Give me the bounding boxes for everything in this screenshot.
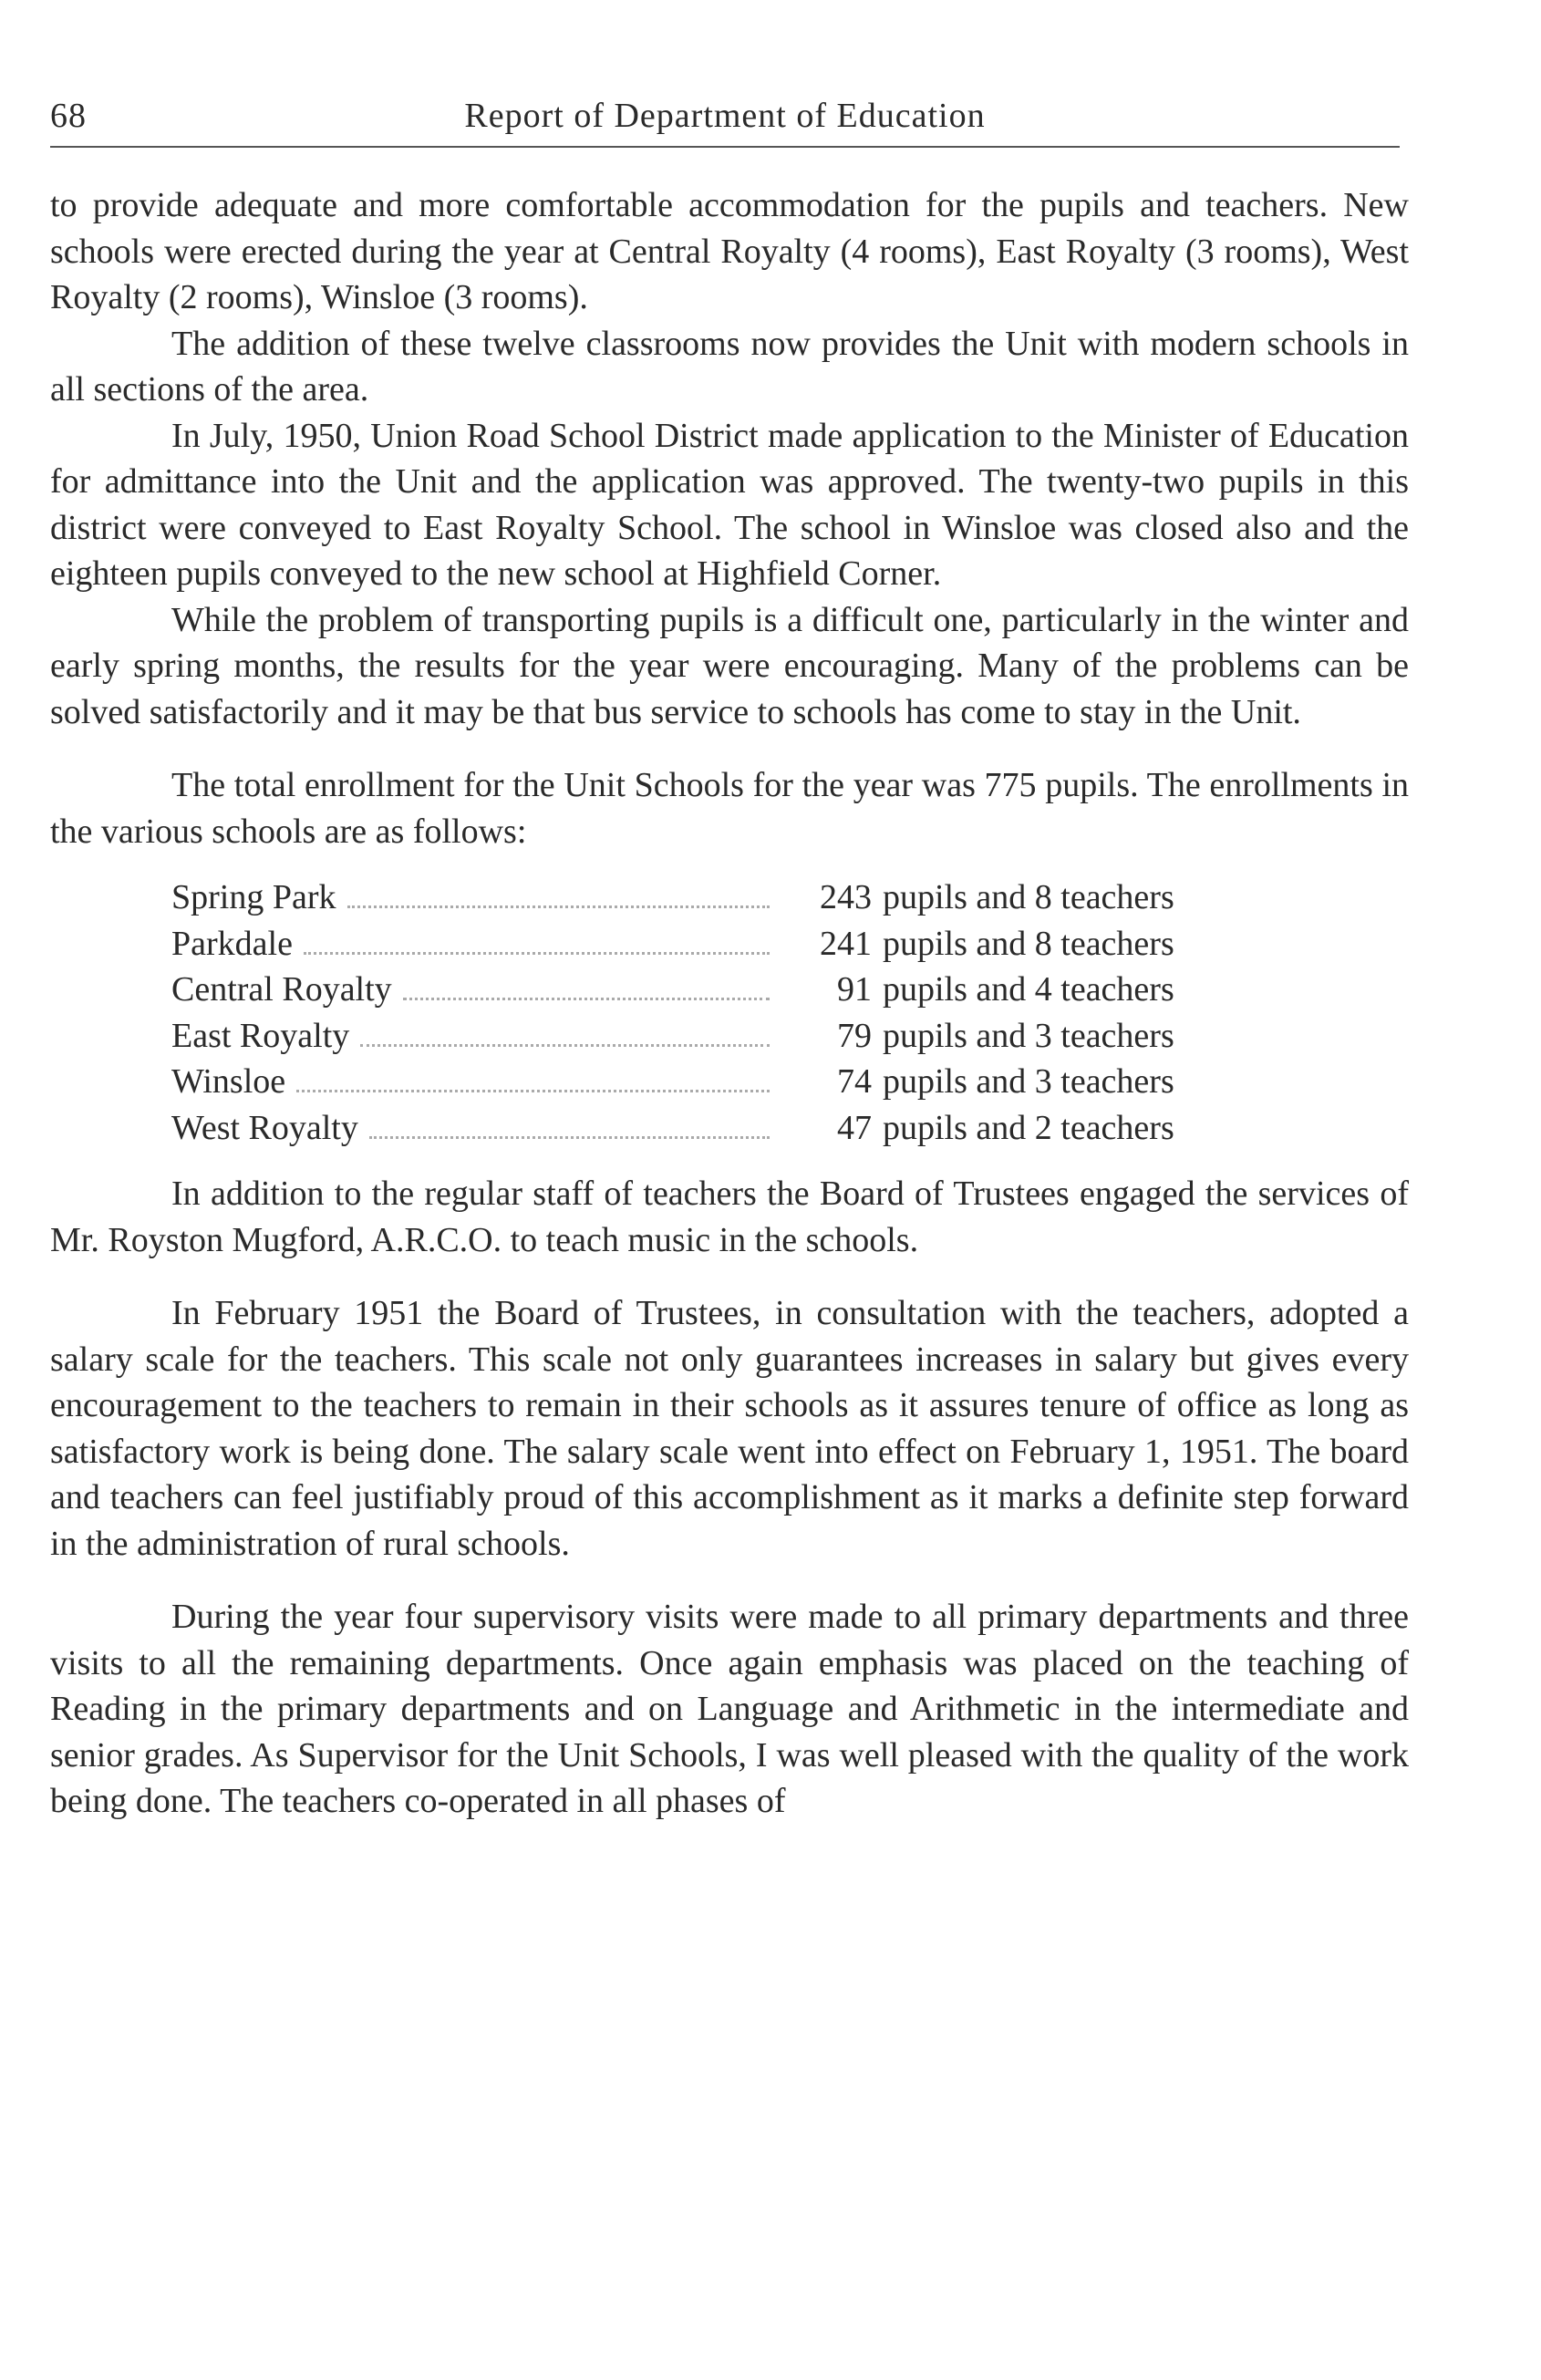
enrollment-row: [171, 1059, 1311, 1105]
school-name: East Royalty: [171, 1016, 350, 1055]
paragraph: In addition to the regular staff of teachers the Board of Trustees engaged the services of Mr. Royston Mugford, A.R.C.O. to teach music in the schools.: [50, 1174, 1409, 1259]
school-name: Spring Park: [171, 878, 336, 916]
page-header: [50, 87, 1400, 141]
dot-leader: [403, 997, 770, 1000]
dot-leader: [360, 1043, 770, 1047]
paragraph: The total enrollment for the Unit Schools for the year was 775 pupils. The enrollments in the various schools are as follows:: [50, 766, 1409, 851]
school-name: Winsloe: [171, 1062, 286, 1101]
paragraph: In February 1951 the Board of Trustees, in consultation with the teachers, adopted a salary scale for the teachers. This scale not only guarantees increases in salary but gives every encouragement to the teachers to remain in their schools as it assures tenure of office as long as satisfactory work is being done. The salary scale went into effect on February 1, 1951. The board and teachers can feel justifiably proud of this accomplishment as it marks a definite step forward in the administration of rural schools.: [50, 1294, 1409, 1563]
enrollment-row: [171, 1013, 1311, 1060]
dot-leader: [347, 905, 770, 908]
running-title: Report of Department of Education: [464, 97, 986, 135]
paragraph: While the problem of transporting pupils is a difficult one, particularly in the winter and early spring months, the results for the year were encouraging. Many of the problems can be solved satisfactorily and it may be that bus service to schools has come to stay in the Unit.: [50, 600, 1409, 731]
enrollment-list: [171, 874, 1311, 1151]
header-rule: [50, 146, 1400, 148]
pupil-count: 47: [837, 1108, 872, 1147]
paragraph: to provide adequate and more comfortable accommodation for the pupils and teachers. New schools were erected during the year at Central Royalty (4 rooms), East Royalty (3 rooms), West Royalty (2 rooms), Winsloe (3 rooms).: [50, 186, 1409, 316]
school-name: Parkdale: [171, 924, 293, 963]
paragraph: During the year four supervisory visits were made to all primary departments and three visits to all the remaining departments. Once again emphasis was placed on the teaching of Reading in the primary departments and on Language and Arithmetic in the intermediate and senior grades. As Supervisor for the Unit Schools, I was well pleased with the quality of the work being done. The teachers co-operated in all phases of: [50, 1598, 1409, 1820]
teacher-count: pupils and 8 teachers: [883, 924, 1174, 963]
enrollment-row: [171, 967, 1311, 1013]
enrollment-row: [171, 874, 1311, 921]
pupil-count: 241: [820, 924, 872, 963]
page-number: 68: [50, 97, 87, 135]
teacher-count: pupils and 3 teachers: [883, 1062, 1174, 1101]
enrollment-row: [171, 1105, 1311, 1152]
dot-leader: [369, 1135, 770, 1139]
pupil-count: 243: [820, 878, 872, 916]
body-text: [50, 182, 1409, 1825]
teacher-count: pupils and 8 teachers: [883, 878, 1174, 916]
dot-leader: [304, 951, 770, 955]
teacher-count: pupils and 4 teachers: [883, 970, 1174, 1009]
school-name: West Royalty: [171, 1108, 358, 1147]
paragraph: In July, 1950, Union Road School District made application to the Minister of Education for admittance into the Unit and the application was approved. The twenty-two pupils in this district were conveyed to East Royalty School. The school in Winsloe was closed also and the eighteen pupils conveyed to the new school at Highfield Corner.: [50, 416, 1409, 593]
enrollment-row: [171, 921, 1311, 968]
teacher-count: pupils and 3 teachers: [883, 1016, 1174, 1055]
pupil-count: 91: [837, 970, 872, 1009]
pupil-count: 74: [837, 1062, 872, 1101]
pupil-count: 79: [837, 1016, 872, 1055]
teacher-count: pupils and 2 teachers: [883, 1108, 1174, 1147]
paragraph: The addition of these twelve classrooms now provides the Unit with modern schools in all sections of the area.: [50, 324, 1409, 409]
dot-leader: [296, 1089, 770, 1092]
school-name: Central Royalty: [171, 970, 392, 1009]
